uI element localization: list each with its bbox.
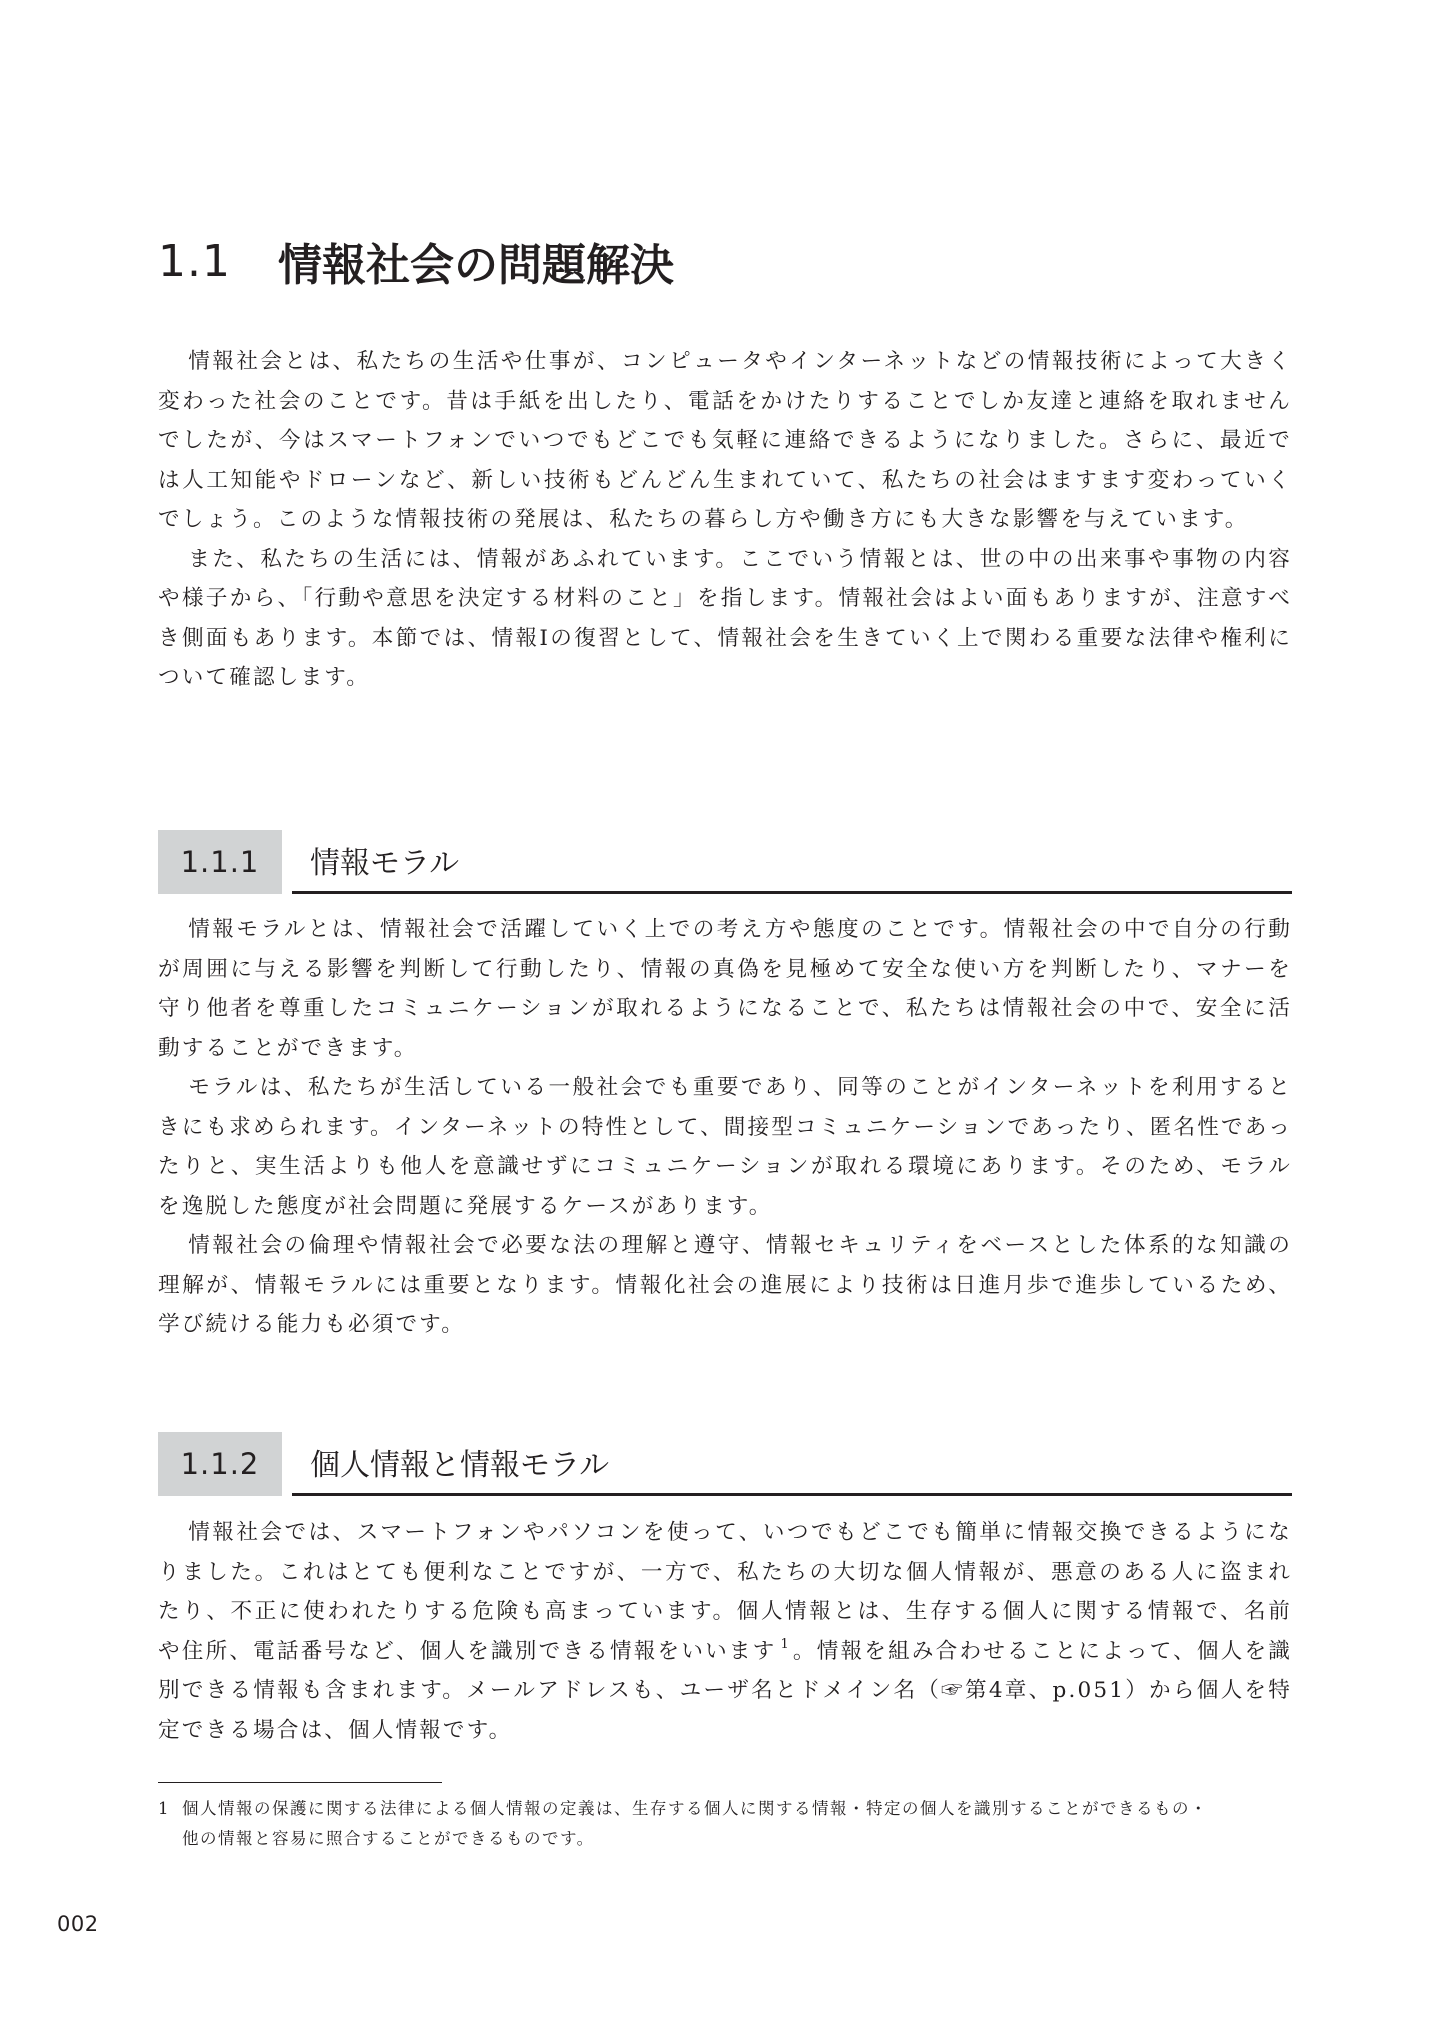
subsection-personal-info-text — [158, 1513, 1292, 1750]
body-paragraph — [158, 1513, 1292, 1750]
subsection-heading-moral — [158, 830, 1292, 894]
section-title: 情報社会の問題解決 — [278, 240, 674, 291]
intro-text — [158, 342, 1292, 698]
intro-paragraph: 情報社会とは、私たちの生活や仕事が、コンピュータやインターネットなどの情報技術によって大きく変わった社会のことです。昔は手紙を出したり、電話をかけたりすることでしか友達と連絡を取れませんでしたが、今はスマートフォンでいつでもどこでも気軽に連絡できるようになりました。さらに、最近では人工知能やドローンなど、新しい技術もどんどん生まれていて、私たちの社会はますます変わっていくでしょう。このような情報技術の発展は、私たちの暮らし方や働き方にも大きな影響を与えています。 — [158, 349, 1292, 532]
subsection-heading-personal-info — [158, 1432, 1292, 1496]
subsection-moral-text — [158, 910, 1292, 1345]
subsection-title: 個人情報と情報モラル — [310, 1448, 610, 1483]
footnote-line — [158, 1794, 1292, 1824]
footnote-text: 個人情報の保護に関する法律による個人情報の定義は、生存する個人に関する情報・特定の個人を識別することができるもの・ — [182, 1799, 1208, 1818]
footnote-reference[interactable]: 1 — [780, 1636, 791, 1652]
footnote-text-continued: 他の情報と容易に照合することができるものです。 — [182, 1829, 595, 1848]
subsection-number: 1.1.2 — [158, 1432, 282, 1496]
body-paragraph: 情報社会の倫理や情報社会で必要な法の理解と遵守、情報セキュリティをベースとした体系的な知識の理解が、情報モラルには重要となります。情報化社会の進展により技術は日進月歩で進歩しているため、学び続ける能力も必須です。 — [158, 1233, 1293, 1337]
paragraph-text: 。情報を組み合わせることによって、個人を識別できる情報も含まれます。メールアドレスも、ユーザ名とドメイン名（☞第4章、p.051）から個人を特定できる場合は、個人情報です。 — [158, 1638, 1292, 1743]
footnote-separator — [158, 1782, 442, 1783]
footnote — [158, 1794, 1292, 1854]
subsection-title: 情報モラル — [310, 846, 460, 881]
body-paragraph: モラルは、私たちが生活している一般社会でも重要であり、同等のことがインターネットを利用するときにも求められます。インターネットの特性として、間接型コミュニケーションであったり、匿名性であったりと、実生活よりも他人を意識せずにコミュニケーションが取れる環境にあります。そのため、モラルを逸脱した態度が社会問題に発展するケースがあります。 — [158, 1075, 1292, 1219]
intro-paragraph: また、私たちの生活には、情報があふれています。ここでいう情報とは、世の中の出来事や事物の内容や様子から、「行動や意思を決定する材料のこと」を指します。情報社会はよい面もありますが、注意すべき側面もあります。本節では、情報Ⅰの復習として、情報社会を生きていく上で関わる重要な法律や権利について確認します。 — [158, 546, 1292, 690]
page-number: 002 — [57, 1912, 99, 1936]
body-paragraph: 情報モラルとは、情報社会で活躍していく上での考え方や態度のことです。情報社会の中で自分の行動が周囲に与える影響を判断して行動したり、情報の真偽を見極めて安全な使い方を判断したり、マナーを守り他者を尊重したコミュニケーションが取れるようになることで、私たちは情報社会の中で、安全に活動することができます。 — [158, 917, 1292, 1061]
section-number: 1.1 — [158, 235, 231, 287]
heading-underline — [292, 1493, 1292, 1496]
paragraph-text: 情報社会では、スマートフォンやパソコンを使って、いつでもどこでも簡単に情報交換できるようになりました。これはとても便利なことですが、一方で、私たちの大切な個人情報が、悪意のある人に盗まれたり、不正に使われたりする危険も高まっています。個人情報とは、生存する個人に関する情報で、名前や住所、電話番号など、個人を識別できる情報をいいます — [158, 1520, 1292, 1664]
footnote-number: 1 — [158, 1799, 170, 1818]
heading-underline — [292, 891, 1292, 894]
subsection-number: 1.1.1 — [158, 830, 282, 894]
section-heading — [158, 226, 674, 296]
